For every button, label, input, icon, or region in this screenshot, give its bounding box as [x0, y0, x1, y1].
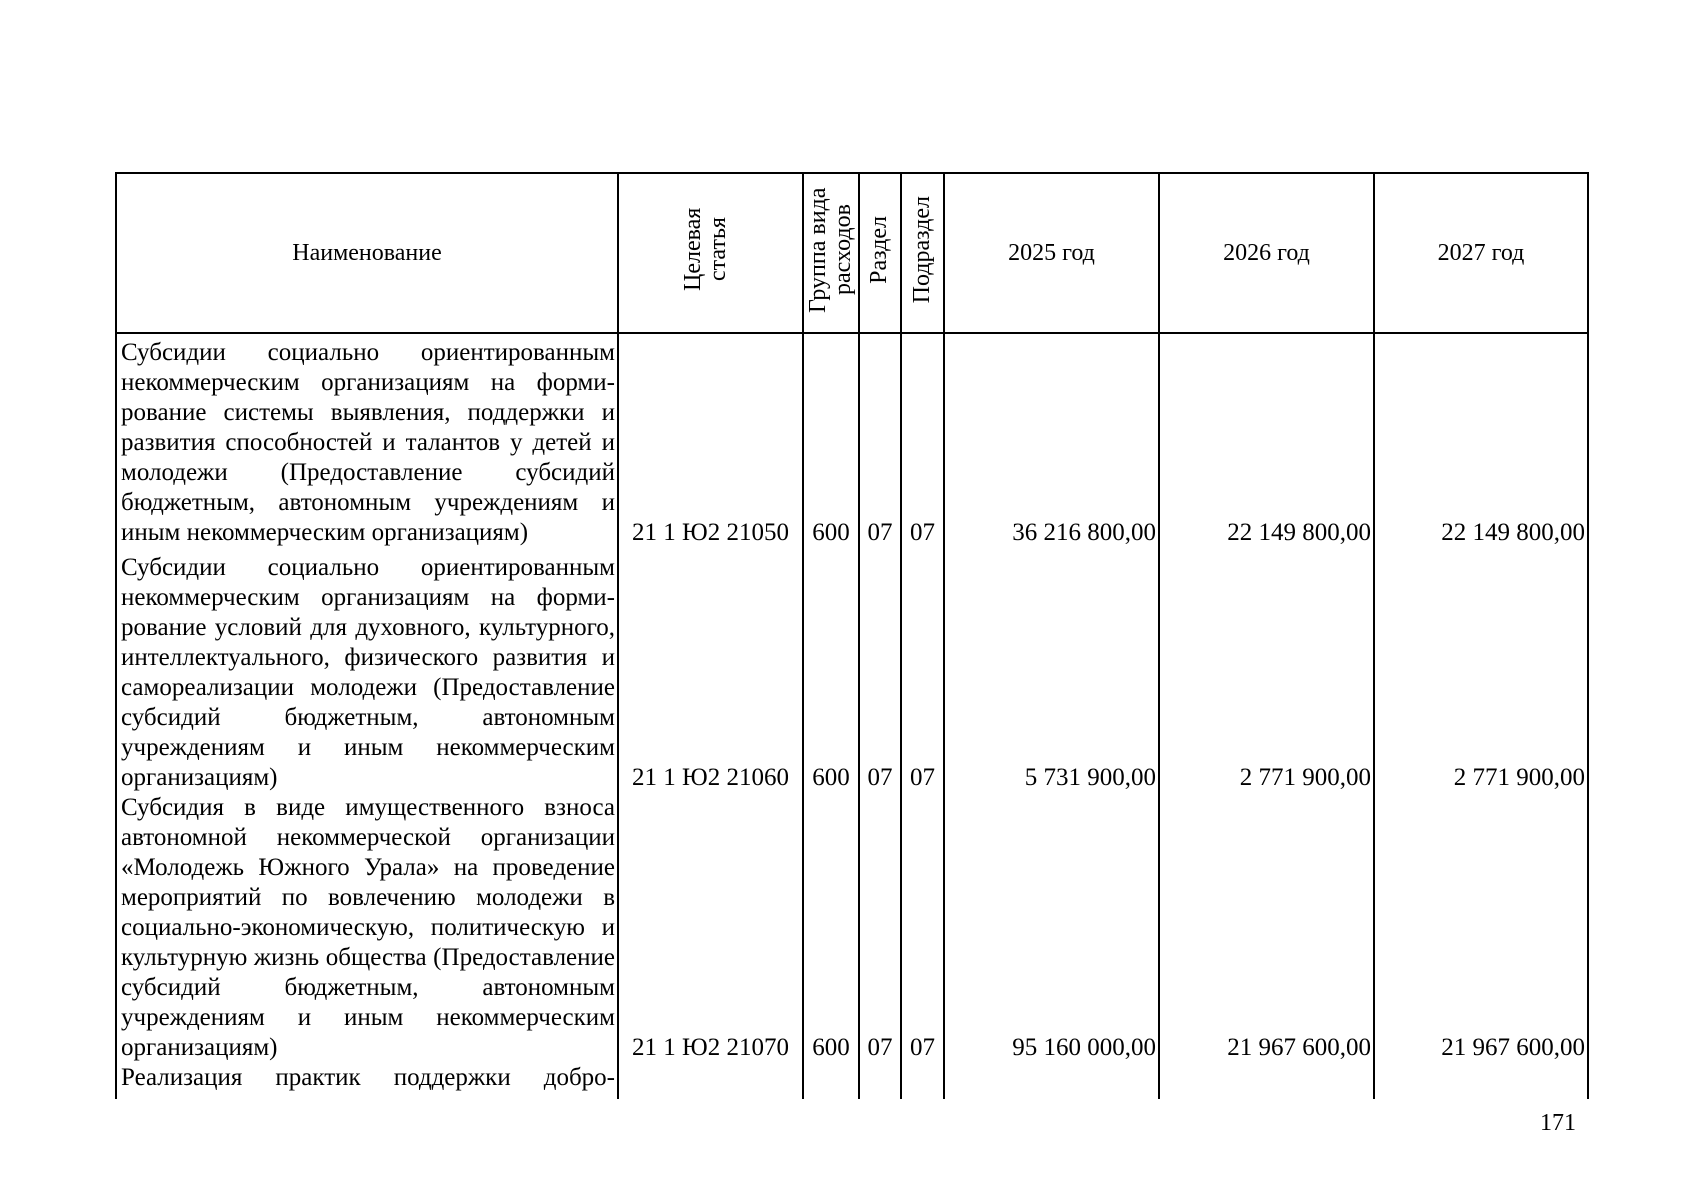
row-section: 07 [859, 793, 901, 1063]
row-2025: 36 216 800,00 [944, 333, 1159, 548]
row-group [803, 1063, 859, 1099]
table-header-row [116, 173, 1588, 333]
header-name: Наименование [116, 173, 618, 333]
table-row [116, 1063, 1588, 1099]
row-subsection: 07 [901, 548, 944, 793]
row-subsection [901, 1063, 944, 1099]
row-2026: 22 149 800,00 [1159, 333, 1374, 548]
budget-table [115, 172, 1589, 1099]
row-name: Реализация практик поддержки добро- [116, 1063, 618, 1099]
page-number: 171 [1540, 1110, 1576, 1136]
row-2026: 2 771 900,00 [1159, 548, 1374, 793]
header-2025: 2025 год [944, 173, 1159, 333]
table-row [116, 548, 1588, 793]
row-section [859, 1063, 901, 1099]
row-2025: 95 160 000,00 [944, 793, 1159, 1063]
table-row [116, 793, 1588, 1063]
row-target: 21 1 Ю2 21060 [618, 548, 803, 793]
row-group: 600 [803, 793, 859, 1063]
row-2027 [1374, 1063, 1588, 1099]
row-subsection: 07 [901, 793, 944, 1063]
row-target [618, 1063, 803, 1099]
row-2025: 5 731 900,00 [944, 548, 1159, 793]
table-row [116, 333, 1588, 548]
header-2026: 2026 год [1159, 173, 1374, 333]
row-2027: 21 967 600,00 [1374, 793, 1588, 1063]
header-subsection: Подраздел [901, 173, 944, 333]
row-group: 600 [803, 333, 859, 548]
header-section: Раздел [859, 173, 901, 333]
row-2026 [1159, 1063, 1374, 1099]
header-group: Группа вида расходов [803, 173, 859, 333]
row-group: 600 [803, 548, 859, 793]
row-2027: 22 149 800,00 [1374, 333, 1588, 548]
row-2027: 2 771 900,00 [1374, 548, 1588, 793]
row-target: 21 1 Ю2 21070 [618, 793, 803, 1063]
row-target: 21 1 Ю2 21050 [618, 333, 803, 548]
row-2025 [944, 1063, 1159, 1099]
row-section: 07 [859, 548, 901, 793]
row-2026: 21 967 600,00 [1159, 793, 1374, 1063]
row-name: Субсидия в виде имущественного взноса автономной некоммерческой организации «Молодежь Южного Урала» на проведение мероприятий по вовлечению молодежи в социально-экономическую, политическую и культурную жизнь общества (Предоставление субсидий бюджетным, автономным учреждениям и иным некоммерческим организациям) [116, 793, 618, 1063]
row-section: 07 [859, 333, 901, 548]
row-subsection: 07 [901, 333, 944, 548]
header-target: Целевая статья [618, 173, 803, 333]
header-2027: 2027 год [1374, 173, 1588, 333]
row-name: Субсидии социально ориентированным некоммерческим организациям на формирование условий для духовного, культурного, интеллектуального, физического развития и самореализации молодежи (Предоставление субсидий бюджетным, автономным учреждениям и иным некоммерческим организациям) [116, 548, 618, 793]
row-name: Субсидии социально ориентированным некоммерческим организациям на формирование системы выявления, поддержки и развития способностей и талантов у детей и молодежи (Предоставление субсидий бюджетным, автономным учреждениям и иным некоммерческим организациям) [116, 333, 618, 548]
